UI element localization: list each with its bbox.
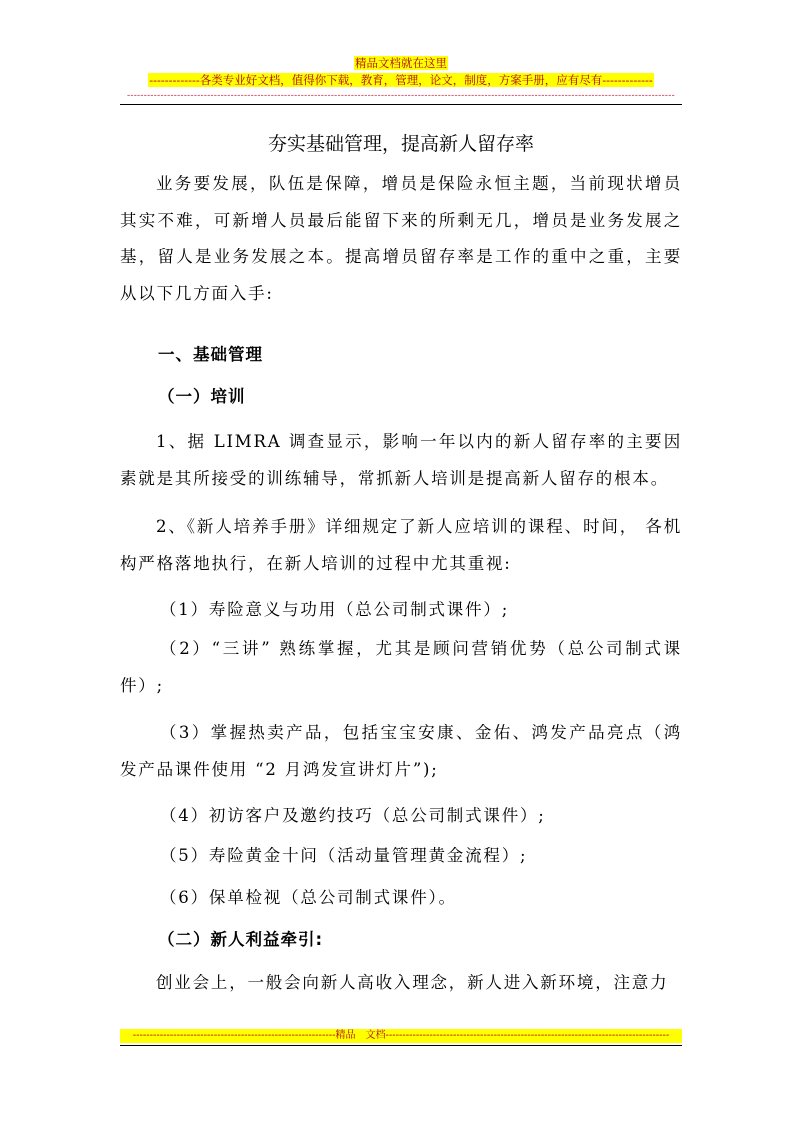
footer-banner: ------------------------------------------------------------精品 文档------------------------------------------------------------------------------------ <box>120 1029 682 1043</box>
paragraph-handbook: 2、《新人培养手册》详细规定了新人应培训的课程、时间， 各机构严格落地执行，在新人培训的过程中尤其重视: <box>120 517 682 573</box>
intro-paragraph: 业务要发展，队伍是保障，增员是保险永恒主题，当前现状增员其实不难，可新增人员最后能留下来的所剩无几，增员是业务发展之基，留人是业务发展之本。提高增员留存率是工作的重中之重，主要从以下几方面入手: <box>120 174 682 303</box>
header-dash-line: -------------------------------------------------------------------------------------------------------------------------------------------------------------------- <box>127 91 675 101</box>
subsection-heading-incentive: （二）新人利益牵引: <box>158 930 324 949</box>
list-item: （1）寿险意义与功用（总公司制式课件）; <box>160 600 510 619</box>
footer-rule <box>120 1045 682 1046</box>
list-item: （4）初访客户及邀约技巧（总公司制式课件）; <box>160 806 546 825</box>
list-item: （2）“三讲” 熟练掌握，尤其是顾问营销优势（总公司制式课件）; <box>120 639 682 695</box>
subsection-heading-training: （一）培训 <box>158 387 246 406</box>
header-banner-title: 精品文档就在这里 <box>355 56 447 70</box>
header-banner-tagline: -------------各类专业好文档，值得你下载，教育，管理，论文，制度，方案手册，应有尽有------------- <box>149 73 653 87</box>
section-heading-basic-management: 一、基础管理 <box>158 345 263 364</box>
paragraph-limra: 1、据 LIMRA 调查显示，影响一年以内的新人留存率的主要因素就是其所接受的训练辅导，常抓新人培训是提高新人留存的根本。 <box>120 432 682 488</box>
paragraph-orientation: 创业会上，一般会向新人高收入理念，新人进入新环境，注意力 <box>156 973 669 992</box>
list-item: （3）掌握热卖产品，包括宝宝安康、金佑、鸿发产品亮点（鸿发产品课件使用 “2 月鸿发宣讲灯片”); <box>120 723 682 779</box>
list-item: （5）寿险黄金十问（活动量管理黄金流程）; <box>160 846 528 865</box>
document-title: 夯实基础管理，提高新人留存率 <box>267 133 534 155</box>
list-item: （6）保单检视（总公司制式课件）。 <box>160 888 457 907</box>
header-rule <box>120 104 682 105</box>
